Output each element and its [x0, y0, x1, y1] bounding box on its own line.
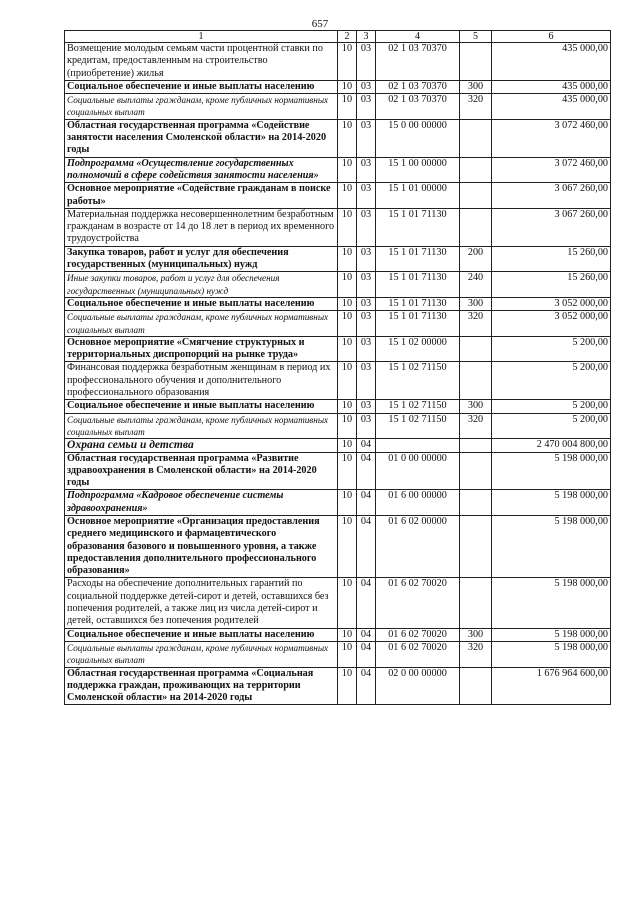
- table-row: [65, 362, 611, 400]
- table-row: [65, 80, 611, 93]
- amount-cell: 15 260,00: [492, 272, 611, 298]
- target-article-cell: 01 6 00 00000: [376, 490, 460, 516]
- section-code-cell: 10: [338, 119, 357, 157]
- subsection-code-cell: 03: [357, 246, 376, 272]
- expense-type-cell: [460, 183, 492, 209]
- target-article-cell: 01 0 00 00000: [376, 452, 460, 490]
- subsection-code-cell: 03: [357, 208, 376, 246]
- amount-cell: 5 198 000,00: [492, 578, 611, 628]
- section-code-cell: 10: [338, 667, 357, 705]
- subsection-code-cell: 03: [357, 119, 376, 157]
- amount-cell: 5 200,00: [492, 362, 611, 400]
- row-name-cell: Основное мероприятие «Организация предоставления среднего медицинского и фармацевтического образования базового и повышенного уровня, а также предоставления дополнительного профессионального образования»: [65, 515, 338, 577]
- table-row: [65, 94, 611, 120]
- row-name-cell: Иные закупки товаров, работ и услуг для обеспечения государственных (муниципальных) нужд: [65, 272, 338, 298]
- header-cell: 4: [376, 31, 460, 43]
- row-name-cell: Социальное обеспечение и иные выплаты населению: [65, 628, 338, 641]
- table-row: [65, 413, 611, 439]
- target-article-cell: 15 1 02 00000: [376, 336, 460, 362]
- target-article-cell: 02 0 00 00000: [376, 667, 460, 705]
- row-name-cell: Социальное обеспечение и иные выплаты населению: [65, 80, 338, 93]
- subsection-code-cell: 03: [357, 336, 376, 362]
- row-name-cell: Основное мероприятие «Смягчение структурных и территориальных диспропорций на рынке труда»: [65, 336, 338, 362]
- section-code-cell: 10: [338, 43, 357, 81]
- expense-type-cell: [460, 667, 492, 705]
- row-name-cell: Социальные выплаты гражданам, кроме публичных нормативных социальных выплат: [65, 641, 338, 667]
- target-article-cell: 15 1 01 71130: [376, 311, 460, 337]
- table-row: [65, 400, 611, 413]
- subsection-code-cell: 04: [357, 439, 376, 452]
- target-article-cell: 15 1 01 71130: [376, 208, 460, 246]
- expense-type-cell: [460, 490, 492, 516]
- target-article-cell: 02 1 03 70370: [376, 80, 460, 93]
- table-row: [65, 272, 611, 298]
- subsection-code-cell: 03: [357, 183, 376, 209]
- section-code-cell: 10: [338, 80, 357, 93]
- row-name-cell: Охрана семьи и детства: [65, 439, 338, 452]
- section-code-cell: 10: [338, 413, 357, 439]
- header-cell: 1: [65, 31, 338, 43]
- expense-type-cell: 300: [460, 628, 492, 641]
- section-code-cell: 10: [338, 246, 357, 272]
- target-article-cell: 15 1 02 71150: [376, 400, 460, 413]
- target-article-cell: [376, 439, 460, 452]
- row-name-cell: Основное мероприятие «Содействие гражданам в поиске работы»: [65, 183, 338, 209]
- section-code-cell: 10: [338, 578, 357, 628]
- expense-type-cell: [460, 119, 492, 157]
- table-row: [65, 628, 611, 641]
- expense-type-cell: [460, 362, 492, 400]
- table-row: [65, 246, 611, 272]
- section-code-cell: 10: [338, 515, 357, 577]
- section-code-cell: 10: [338, 272, 357, 298]
- table-row: [65, 297, 611, 310]
- section-code-cell: 10: [338, 362, 357, 400]
- target-article-cell: 15 0 00 00000: [376, 119, 460, 157]
- row-name-cell: Областная государственная программа «Развитие здравоохранения в Смоленской области» на 2014-2020 годы: [65, 452, 338, 490]
- table-row: [65, 641, 611, 667]
- amount-cell: 5 198 000,00: [492, 628, 611, 641]
- row-name-cell: Социальные выплаты гражданам, кроме публичных нормативных социальных выплат: [65, 413, 338, 439]
- target-article-cell: 01 6 02 70020: [376, 641, 460, 667]
- amount-cell: 5 198 000,00: [492, 452, 611, 490]
- table-row: [65, 119, 611, 157]
- subsection-code-cell: 04: [357, 515, 376, 577]
- budget-table: [64, 30, 611, 705]
- amount-cell: 5 198 000,00: [492, 490, 611, 516]
- expense-type-cell: 320: [460, 413, 492, 439]
- expense-type-cell: 300: [460, 80, 492, 93]
- target-article-cell: 01 6 02 70020: [376, 628, 460, 641]
- amount-cell: 3 067 260,00: [492, 208, 611, 246]
- subsection-code-cell: 03: [357, 362, 376, 400]
- header-cell: 6: [492, 31, 611, 43]
- amount-cell: 5 198 000,00: [492, 641, 611, 667]
- subsection-code-cell: 03: [357, 297, 376, 310]
- target-article-cell: 01 6 02 00000: [376, 515, 460, 577]
- target-article-cell: 02 1 03 70370: [376, 43, 460, 81]
- amount-cell: 3 067 260,00: [492, 183, 611, 209]
- row-name-cell: Социальные выплаты гражданам, кроме публичных нормативных социальных выплат: [65, 311, 338, 337]
- table-row: [65, 452, 611, 490]
- subsection-code-cell: 03: [357, 400, 376, 413]
- amount-cell: 435 000,00: [492, 43, 611, 81]
- subsection-code-cell: 04: [357, 578, 376, 628]
- table-row: [65, 157, 611, 183]
- target-article-cell: 15 1 01 71130: [376, 272, 460, 298]
- row-name-cell: Закупка товаров, работ и услуг для обеспечения государственных (муниципальных) нужд: [65, 246, 338, 272]
- subsection-code-cell: 03: [357, 413, 376, 439]
- row-name-cell: Областная государственная программа «Социальная поддержка граждан, проживающих на территории Смоленской области» на 2014-2020 годы: [65, 667, 338, 705]
- amount-cell: 3 052 000,00: [492, 297, 611, 310]
- row-name-cell: Материальная поддержка несовершеннолетним безработным гражданам в возрасте от 14 до 18 лет в период их временного трудоустройства: [65, 208, 338, 246]
- section-code-cell: 10: [338, 208, 357, 246]
- subsection-code-cell: 04: [357, 452, 376, 490]
- amount-cell: 2 470 004 800,00: [492, 439, 611, 452]
- header-cell: 2: [338, 31, 357, 43]
- subsection-code-cell: 04: [357, 490, 376, 516]
- amount-cell: 15 260,00: [492, 246, 611, 272]
- expense-type-cell: 300: [460, 400, 492, 413]
- expense-type-cell: 320: [460, 94, 492, 120]
- table-row: [65, 183, 611, 209]
- header-row: [65, 31, 611, 43]
- row-name-cell: Социальное обеспечение и иные выплаты населению: [65, 400, 338, 413]
- subsection-code-cell: 03: [357, 272, 376, 298]
- expense-type-cell: [460, 336, 492, 362]
- target-article-cell: 15 1 01 71130: [376, 246, 460, 272]
- amount-cell: 5 200,00: [492, 336, 611, 362]
- amount-cell: 5 200,00: [492, 413, 611, 439]
- expense-type-cell: [460, 452, 492, 490]
- amount-cell: 435 000,00: [492, 80, 611, 93]
- target-article-cell: 15 1 00 00000: [376, 157, 460, 183]
- expense-type-cell: [460, 515, 492, 577]
- section-code-cell: 10: [338, 490, 357, 516]
- amount-cell: 5 200,00: [492, 400, 611, 413]
- amount-cell: 5 198 000,00: [492, 515, 611, 577]
- section-code-cell: 10: [338, 336, 357, 362]
- amount-cell: 3 052 000,00: [492, 311, 611, 337]
- section-code-cell: 10: [338, 183, 357, 209]
- table-row: [65, 336, 611, 362]
- expense-type-cell: 200: [460, 246, 492, 272]
- target-article-cell: 02 1 03 70370: [376, 94, 460, 120]
- table-row: [65, 490, 611, 516]
- header-cell: 3: [357, 31, 376, 43]
- section-code-cell: 10: [338, 157, 357, 183]
- expense-type-cell: 320: [460, 311, 492, 337]
- section-code-cell: 10: [338, 628, 357, 641]
- row-name-cell: Расходы на обеспечение дополнительных гарантий по социальной поддержке детей-сирот и детей, оставшихся без попечения родителей, а также лиц из числа детей-сирот и детей, оставшихся без попечения родителей: [65, 578, 338, 628]
- table-row: [65, 578, 611, 628]
- page-number: 657: [311, 18, 329, 30]
- target-article-cell: 15 1 02 71150: [376, 413, 460, 439]
- amount-cell: 3 072 460,00: [492, 157, 611, 183]
- subsection-code-cell: 03: [357, 311, 376, 337]
- amount-cell: 435 000,00: [492, 94, 611, 120]
- table-row: [65, 208, 611, 246]
- expense-type-cell: [460, 157, 492, 183]
- section-code-cell: 10: [338, 94, 357, 120]
- expense-type-cell: 300: [460, 297, 492, 310]
- subsection-code-cell: 04: [357, 641, 376, 667]
- table-row: [65, 515, 611, 577]
- table-row: [65, 439, 611, 452]
- row-name-cell: Подпрограмма «Осуществление государственных полномочий в сфере содействия занятости населения»: [65, 157, 338, 183]
- subsection-code-cell: 03: [357, 43, 376, 81]
- amount-cell: 1 676 964 600,00: [492, 667, 611, 705]
- row-name-cell: Возмещение молодым семьям части процентной ставки по кредитам, предоставленным на строительство (приобретение) жилья: [65, 43, 338, 81]
- header-cell: 5: [460, 31, 492, 43]
- amount-cell: 3 072 460,00: [492, 119, 611, 157]
- section-code-cell: 10: [338, 641, 357, 667]
- section-code-cell: 10: [338, 297, 357, 310]
- row-name-cell: Подпрограмма «Кадровое обеспечение системы здравоохранения»: [65, 490, 338, 516]
- expense-type-cell: [460, 439, 492, 452]
- target-article-cell: 01 6 02 70020: [376, 578, 460, 628]
- subsection-code-cell: 04: [357, 667, 376, 705]
- row-name-cell: Социальное обеспечение и иные выплаты населению: [65, 297, 338, 310]
- expense-type-cell: 320: [460, 641, 492, 667]
- table-row: [65, 311, 611, 337]
- row-name-cell: Областная государственная программа «Содействие занятости населения Смоленской области» на 2014-2020 годы: [65, 119, 338, 157]
- target-article-cell: 15 1 01 00000: [376, 183, 460, 209]
- expense-type-cell: 240: [460, 272, 492, 298]
- expense-type-cell: [460, 578, 492, 628]
- expense-type-cell: [460, 43, 492, 81]
- subsection-code-cell: 03: [357, 157, 376, 183]
- table-row: [65, 667, 611, 705]
- subsection-code-cell: 03: [357, 80, 376, 93]
- subsection-code-cell: 04: [357, 628, 376, 641]
- section-code-cell: 10: [338, 400, 357, 413]
- expense-type-cell: [460, 208, 492, 246]
- row-name-cell: Социальные выплаты гражданам, кроме публичных нормативных социальных выплат: [65, 94, 338, 120]
- table-row: [65, 43, 611, 81]
- section-code-cell: 10: [338, 439, 357, 452]
- subsection-code-cell: 03: [357, 94, 376, 120]
- target-article-cell: 15 1 02 71150: [376, 362, 460, 400]
- section-code-cell: 10: [338, 311, 357, 337]
- row-name-cell: Финансовая поддержка безработным женщинам в период их профессионального обучения и дополнительного профессионального образования: [65, 362, 338, 400]
- section-code-cell: 10: [338, 452, 357, 490]
- target-article-cell: 15 1 01 71130: [376, 297, 460, 310]
